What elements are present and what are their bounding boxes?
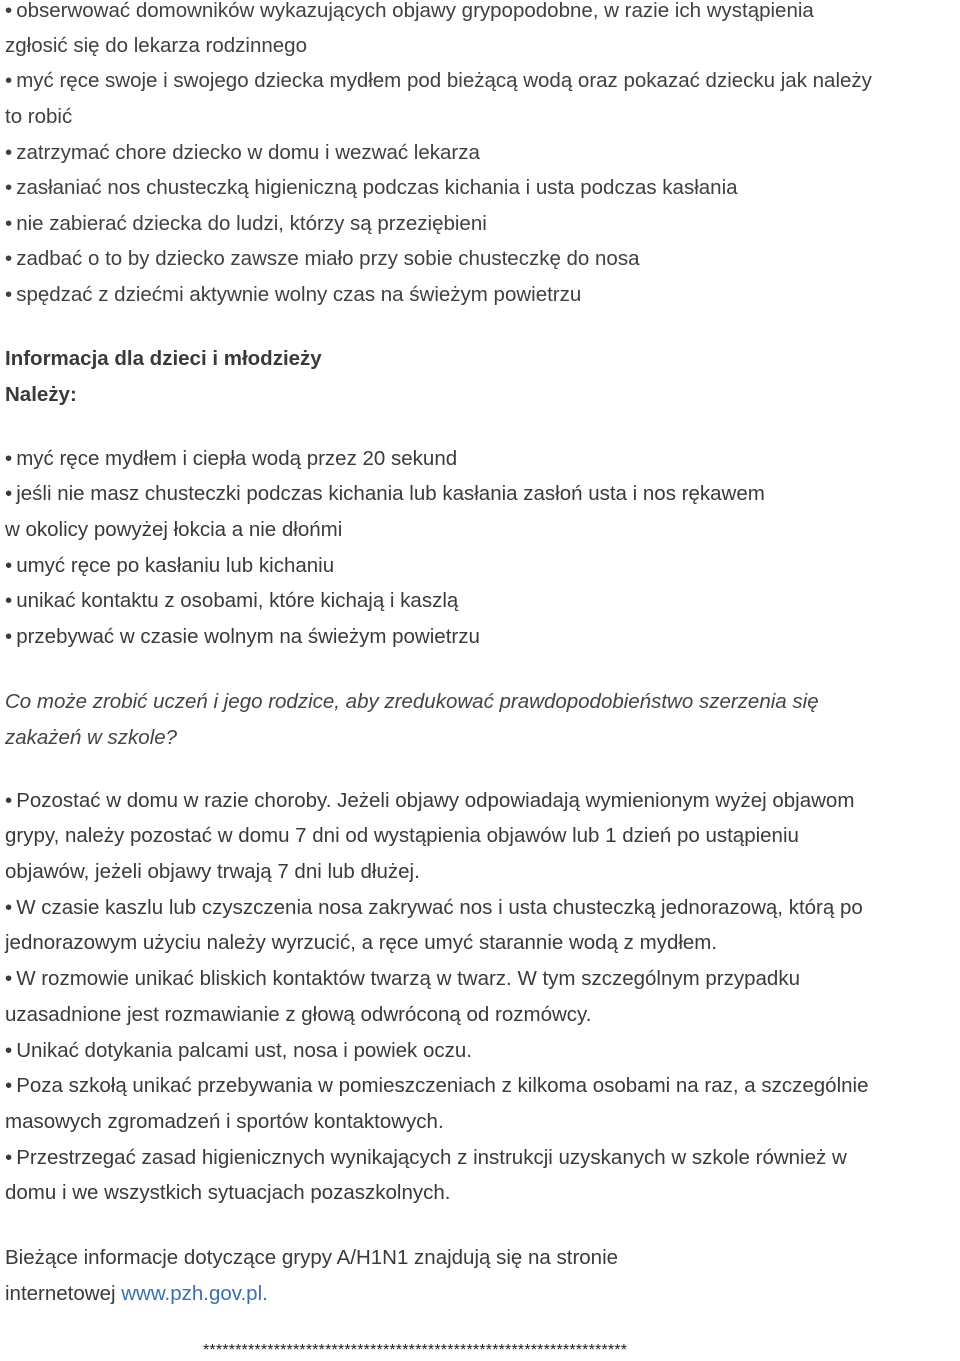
children-item-3-line-1 xyxy=(5,553,334,579)
bullet-icon: • xyxy=(5,69,13,92)
list-item-text: grypy, należy pozostać w domu 7 dni od wystąpienia objawów lub 1 dzień po ustąpieniu xyxy=(5,824,799,847)
list-item-text: umyć ręce po kasłaniu lub kichaniu xyxy=(16,554,335,577)
bullet-icon: • xyxy=(5,554,13,577)
bullet-icon: • xyxy=(5,896,13,919)
list-item-text: spędzać z dziećmi aktywnie wolny czas na świeżym powietrzu xyxy=(16,283,582,306)
school-item-1-line-1 xyxy=(5,788,854,814)
info-prefix: internetowej xyxy=(5,1282,122,1305)
bullet-icon: • xyxy=(5,789,13,812)
bullet-icon: • xyxy=(5,967,13,990)
bullet-icon: • xyxy=(5,1039,13,1062)
list-item-text: zasłaniać nos chusteczką higieniczną podczas kichania i usta podczas kasłania xyxy=(16,176,738,199)
bullet-icon: • xyxy=(5,0,13,22)
school-item-5-line-2 xyxy=(5,1109,444,1135)
parents-item-5-line-1 xyxy=(5,211,487,237)
list-item-text: Pozostać w domu w razie choroby. Jeżeli objawy odpowiadają wymienionym wyżej objawom xyxy=(16,789,855,812)
parents-item-4-line-1 xyxy=(5,175,738,201)
bullet-icon: • xyxy=(5,1074,13,1097)
list-item-text: zatrzymać chore dziecko w domu i wezwać lekarza xyxy=(16,141,480,164)
list-item-text: W czasie kaszlu lub czyszczenia nosa zakrywać nos i usta chusteczką jednorazową, którą po xyxy=(16,896,863,919)
separator-stars: ****************************************************************** xyxy=(203,1342,628,1359)
school-item-4-line-1 xyxy=(5,1038,472,1064)
children-subheading: Należy: xyxy=(5,383,77,406)
list-item-text: myć ręce swoje i swojego dziecka mydłem pod bieżącą wodą oraz pokazać dziecku jak należy xyxy=(16,69,872,92)
list-item-text: nie zabierać dziecka do ludzi, którzy są przeziębieni xyxy=(16,212,487,235)
list-item-text: myć ręce mydłem i ciepła wodą przez 20 sekund xyxy=(16,447,458,470)
list-item-text: Poza szkołą unikać przebywania w pomieszczeniach z kilkoma osobami na raz, a szczególnie xyxy=(16,1074,869,1097)
info-line: Bieżące informacje dotyczące grypy A/H1N1 znajdują się na stronie xyxy=(5,1246,619,1269)
list-item-text: W rozmowie unikać bliskich kontaktów twarzą w twarz. W tym szczególnym przypadku xyxy=(16,967,800,990)
children-item-4-line-1 xyxy=(5,588,458,614)
school-item-6-line-2 xyxy=(5,1180,451,1206)
parents-item-1-line-2 xyxy=(5,33,307,59)
school-item-6-line-1 xyxy=(5,1145,847,1171)
list-item-text: obserwować domowników wykazujących objawy grypopodobne, w razie ich wystąpienia xyxy=(16,0,814,22)
list-item-text: przebywać w czasie wolnym na świeżym powietrzu xyxy=(16,625,480,648)
parents-item-7-line-1 xyxy=(5,282,581,308)
bullet-icon: • xyxy=(5,212,13,235)
list-item-text: to robić xyxy=(5,105,73,128)
parents-item-3-line-1 xyxy=(5,140,480,166)
bullet-icon: • xyxy=(5,247,13,270)
children-item-5-line-1 xyxy=(5,624,480,650)
bullet-icon: • xyxy=(5,141,13,164)
list-item-text: jeśli nie masz chusteczki podczas kichania lub kasłania zasłoń usta i nos rękawem xyxy=(16,482,765,505)
bullet-icon: • xyxy=(5,1146,13,1169)
list-item-text: domu i we wszystkich sytuacjach pozaszkolnych. xyxy=(5,1181,451,1204)
list-item-text: zadbać o to by dziecko zawsze miało przy sobie chusteczkę do nosa xyxy=(16,247,640,270)
info-line-2 xyxy=(5,1281,268,1307)
parents-item-6-line-1 xyxy=(5,246,640,272)
bullet-icon: • xyxy=(5,283,13,306)
list-item-text: objawów, jeżeli objawy trwają 7 dni lub dłużej. xyxy=(5,860,420,883)
list-item-text: unikać kontaktu z osobami, które kichają i kaszlą xyxy=(16,589,459,612)
bullet-icon: • xyxy=(5,447,13,470)
bullet-icon: • xyxy=(5,482,13,505)
school-item-2-line-2 xyxy=(5,930,717,956)
children-item-2-line-1 xyxy=(5,481,765,507)
school-item-2-line-1 xyxy=(5,895,863,921)
list-item-text: jednorazowym użyciu należy wyrzucić, a ręce umyć starannie wodą z mydłem. xyxy=(5,931,718,954)
children-item-2-line-2 xyxy=(5,517,342,543)
school-item-3-line-1 xyxy=(5,966,800,992)
question-line-2: zakażeń w szkole? xyxy=(5,726,178,749)
pzh-link[interactable]: www.pzh.gov.pl. xyxy=(121,1282,268,1305)
school-item-1-line-2 xyxy=(5,823,799,849)
list-item-text: w okolicy powyżej łokcia a nie dłońmi xyxy=(5,518,343,541)
list-item-text: zgłosić się do lekarza rodzinnego xyxy=(5,34,307,57)
bullet-icon: • xyxy=(5,625,13,648)
children-item-1-line-1 xyxy=(5,446,457,472)
list-item-text: uzasadnione jest rozmawianie z głową odwróconą od rozmówcy. xyxy=(5,1003,592,1026)
parents-item-1-line-1 xyxy=(5,0,814,24)
list-item-text: Przestrzegać zasad higienicznych wynikających z instrukcji uzyskanych w szkole również w xyxy=(16,1146,847,1169)
school-item-5-line-1 xyxy=(5,1073,868,1099)
bullet-icon: • xyxy=(5,589,13,612)
children-heading: Informacja dla dzieci i młodzieży xyxy=(5,347,322,370)
parents-item-2-line-2 xyxy=(5,104,72,130)
list-item-text: Unikać dotykania palcami ust, nosa i powiek oczu. xyxy=(16,1039,472,1062)
school-item-1-line-3 xyxy=(5,859,420,885)
list-item-text: masowych zgromadzeń i sportów kontaktowych. xyxy=(5,1110,444,1133)
school-item-3-line-2 xyxy=(5,1002,591,1028)
bullet-icon: • xyxy=(5,176,13,199)
question-line-1: Co może zrobić uczeń i jego rodzice, aby zredukować prawdopodobieństwo szerzenia się xyxy=(5,690,819,713)
parents-item-2-line-1 xyxy=(5,68,872,94)
